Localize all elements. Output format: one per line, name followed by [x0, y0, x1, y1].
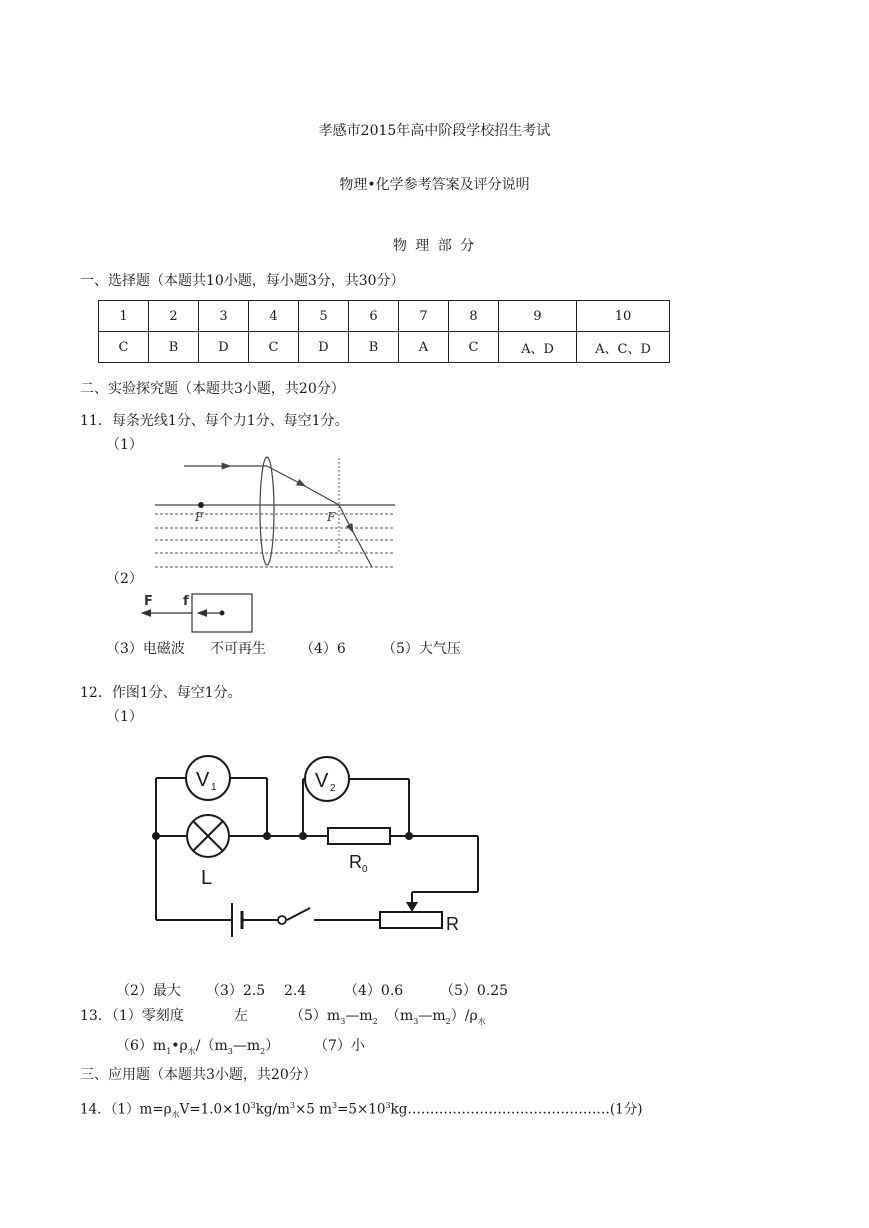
q11-answer-2: 不可再生	[210, 641, 266, 657]
v1-sub: 1	[211, 782, 217, 793]
lens-ray-diagram	[150, 454, 400, 572]
answer-table	[98, 300, 670, 363]
focal-label-left: F	[195, 510, 204, 524]
q12-answer-2: （3）2.5	[206, 983, 266, 999]
part3-heading: 三、应用题（本题共3小题，共20分）	[80, 1067, 317, 1083]
table-cell: 5	[299, 301, 349, 332]
table-cell: 10	[577, 301, 670, 332]
q13-answer-6: $(6)m_1•\rho_水/(m_3—m_2)$	[116, 1038, 280, 1056]
q11-answer-1: （3）电磁波	[106, 641, 185, 657]
table-cell: A、D	[499, 332, 577, 363]
q13-answer-1: 13．（1）零刻度	[80, 1008, 184, 1024]
q13-answer-2: 左	[234, 1008, 248, 1024]
q12-answer-1: （2）最大	[116, 983, 181, 999]
table-cell: D	[199, 332, 249, 363]
r0-sub: 0	[362, 864, 368, 875]
part1-heading: 一、选择题（本题共10小题，每小题3分，共30分）	[80, 273, 405, 289]
score-label: (1分)	[609, 1101, 643, 1118]
table-cell: C	[449, 332, 499, 363]
refracted-ray	[303, 485, 339, 505]
table-cell: C	[249, 332, 299, 363]
q14-answer-1: 14．$(1)m=\rho_水V=1.0\times 10^3kg/m^3\times 5$ $m^3=5\times 10^3kg\dots\dots\dots\dots\dots\dots\dots\dots\dots\dots\dots\dots\dots\dots\dots(1$分)	[80, 1101, 643, 1120]
section-title: 物 理 部 分	[392, 238, 477, 254]
q13-answer-5: $(5)m_3—m_2$	[290, 1008, 378, 1026]
q13-answer-5-formula: $(m_3—m_2)/\rho_水$	[386, 1008, 486, 1026]
focal-label-right: F	[327, 510, 336, 524]
v2-sub: 2	[330, 783, 336, 794]
switch-blade	[287, 908, 310, 920]
table-cell: D	[299, 332, 349, 363]
force-diagram	[138, 590, 258, 636]
q12-title: 12．作图1分、每空1分。	[80, 685, 242, 701]
table-cell: 7	[399, 301, 449, 332]
q12-sub1: （1）	[106, 709, 143, 725]
q11-title: 11．每条光线1分、每个力1分、每空1分。	[80, 413, 349, 429]
junction-dot	[263, 832, 271, 840]
table-cell: A、C、D	[577, 332, 670, 363]
q12-answer-3: 2.4	[284, 983, 307, 999]
rheostat-r	[380, 912, 442, 928]
table-row-answers	[99, 332, 670, 363]
q11-answer-3: （4）6	[300, 641, 346, 657]
slider-arrow	[406, 902, 418, 912]
table-cell: C	[99, 332, 149, 363]
table-cell: 6	[349, 301, 399, 332]
v2-label: V	[315, 770, 329, 792]
v1-label: V	[196, 769, 210, 791]
q12-answer-4: （4）0.6	[344, 983, 404, 999]
q11-answer-4: （5）大气压	[382, 641, 461, 657]
focal-point-dot	[198, 502, 204, 508]
table-cell: A	[399, 332, 449, 363]
table-cell: 8	[449, 301, 499, 332]
junction-dot	[405, 832, 413, 840]
q11-sub2: （2）	[106, 571, 143, 587]
exit-ray	[352, 530, 372, 567]
table-cell: B	[349, 332, 399, 363]
r0-label: R	[349, 852, 362, 872]
table-cell: 2	[149, 301, 199, 332]
table-cell: 1	[99, 301, 149, 332]
table-cell: 4	[249, 301, 299, 332]
table-cell: B	[149, 332, 199, 363]
q12-answer-5: （5）0.25	[440, 983, 509, 999]
exam-title: 孝感市2015年高中阶段学校招生考试	[318, 123, 551, 139]
junction-dot	[152, 832, 160, 840]
lamp-label: L	[201, 867, 213, 889]
table-cell: 9	[499, 301, 577, 332]
force-label-small-f: f	[183, 594, 189, 609]
part2-heading: 二、实验探究题（本题共3小题，共20分）	[80, 381, 345, 397]
junction-dot	[299, 832, 307, 840]
table-cell: 3	[199, 301, 249, 332]
exam-subtitle: 物理•化学参考答案及评分说明	[339, 177, 530, 193]
force-label-big-f: F	[144, 594, 153, 609]
convex-lens	[260, 457, 274, 565]
switch-pivot	[278, 916, 286, 924]
q13-answer-7: （7）小	[314, 1038, 365, 1054]
resistor-r0	[328, 828, 390, 844]
circuit-diagram	[140, 748, 490, 946]
table-row-numbers	[99, 301, 670, 332]
q11-sub1: （1）	[106, 437, 143, 453]
rheostat-label: R	[446, 914, 459, 934]
